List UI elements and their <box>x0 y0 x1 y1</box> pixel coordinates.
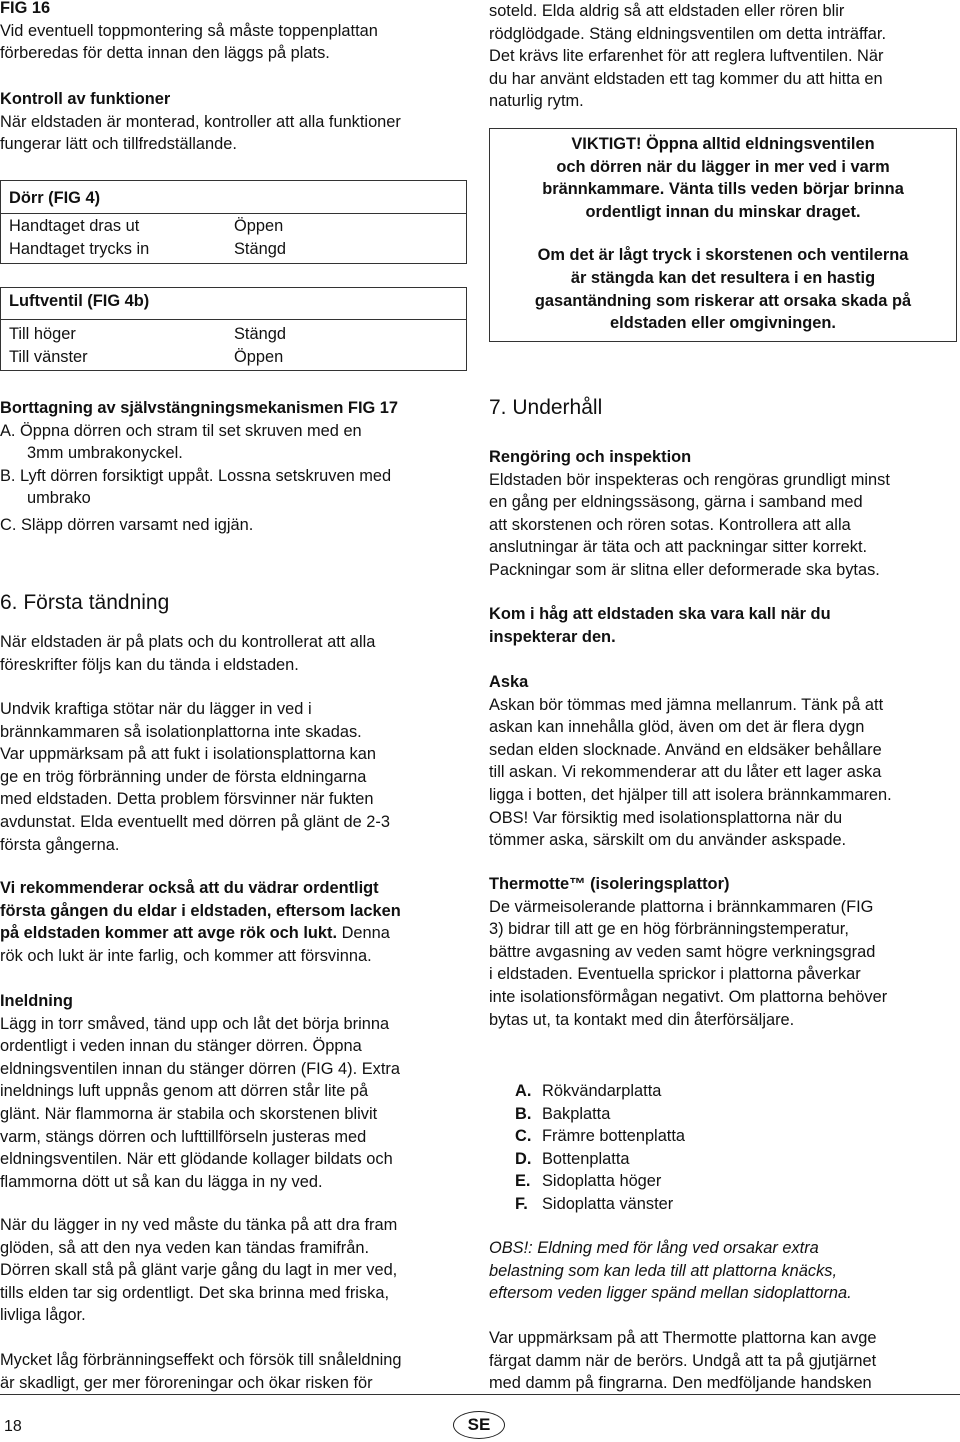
plate-letter: E. <box>515 1172 531 1191</box>
text-line: en gång per eldningssäsong, gärna i samband med <box>489 493 863 512</box>
text-line: första gångerna. <box>0 835 120 854</box>
warning-line: eldstaden eller omgivningen. <box>610 314 836 333</box>
door-header: Dörr (FIG 4) <box>9 189 101 207</box>
section7-heading <box>489 395 955 421</box>
text-line: med damm på fingrarna. Den medföljande handsken <box>489 1374 872 1393</box>
plate-item <box>515 1103 955 1126</box>
warning-box <box>489 128 957 342</box>
plate-name: Främre bottenplatta <box>542 1127 686 1146</box>
text-line: När du lägger in ny ved måste du tänka på att dra fram <box>0 1216 398 1234</box>
language-badge: SE <box>453 1411 505 1439</box>
text-line: avdunstat. Elda eventuellt med dörren på glänt de 2-3 <box>0 812 390 831</box>
text-line: När eldstaden är på plats och du kontrollerat att alla <box>0 633 376 651</box>
text-line: till askan. Vi rekommenderar att du låter ett lager aska <box>489 763 882 782</box>
text-line: Eldstaden bör inspekteras och rengöras grundligt minst <box>489 470 890 489</box>
text-line: bättre avgasning av veden samt högre verkningsgrad <box>489 942 876 961</box>
warning-line: gasantändning som riskerar att orsaka skada på <box>534 291 912 310</box>
door-table <box>0 180 467 264</box>
page-number: 18 <box>4 1418 22 1435</box>
top-paragraph <box>489 0 955 113</box>
text-line: naturlig rytm. <box>489 92 584 111</box>
warning-line: brännkammare. Vänta tills veden börjar brinna <box>542 180 904 199</box>
text-line: eftersom veden ligger spänd mellan sidoplattorna. <box>489 1284 852 1303</box>
text-line: rödglödgade. Stäng eldningsventilen om detta inträffar. <box>489 24 886 43</box>
text-line: är skadligt, ger mer föroreningar och ökar risken för <box>0 1373 373 1392</box>
plate-letter: F. <box>515 1194 528 1213</box>
section6-heading <box>0 590 472 616</box>
text-line: första gången du eldar i eldstaden, eftersom lacken <box>0 901 401 920</box>
fig16-section <box>0 0 472 65</box>
thermotte-title: Thermotte™ (isoleringsplattor) <box>489 875 730 893</box>
text-line: askan kan innehålla glöd, även om det är flera dygn <box>489 718 865 737</box>
vent-label: Till vänster <box>9 348 88 366</box>
text-line: anslutningar är täta och att packningar sitter korrekt. <box>489 538 868 557</box>
text-line: Lägg in torr småved, tänd upp och låt det börja brinna <box>0 1014 390 1033</box>
plate-name: Sidoplatta vänster <box>542 1194 674 1213</box>
plate-name: Sidoplatta höger <box>542 1172 662 1191</box>
text-line: belastning som kan leda till att plattorna knäcks, <box>489 1261 838 1280</box>
vent-header: Luftventil (FIG 4b) <box>9 292 150 310</box>
text-line: Var uppmärksam på att fukt i isolationsplattorna kan <box>0 745 376 764</box>
door-label: Handtaget dras ut <box>9 217 140 235</box>
aska-section <box>489 671 955 852</box>
rengoring-title: Rengöring och inspektion <box>489 448 692 466</box>
vent-table <box>0 287 467 371</box>
normal-text: Denna <box>337 924 390 943</box>
aska-title: Aska <box>489 673 529 691</box>
text-line: med eldstaden. Detta problem försvinner när fukten <box>0 790 374 809</box>
text-line: Undvik kraftiga stötar när du lägger in ved i <box>0 700 312 718</box>
vent-label: Till höger <box>9 325 76 343</box>
obs-note <box>489 1237 955 1305</box>
text-line: i eldstaden. Eventuella sprickor i plattorna påverkar <box>489 965 861 984</box>
text-line: Mycket låg förbränningseffekt och försök till snåleldning <box>0 1351 402 1369</box>
warning-line: VIKTIGT! Öppna alltid eldningsventilen <box>571 135 875 153</box>
table-divider <box>1 213 466 214</box>
plate-name: Bottenplatta <box>542 1149 630 1168</box>
text-line: tills elden tar sig ordentligt. Det ska brinna med friska, <box>0 1283 389 1302</box>
text-line: OBS! Var försiktig med isolationsplattorna när du <box>489 808 843 827</box>
s6-paragraph-2 <box>0 698 472 856</box>
fig16-line: förberedas för detta innan den läggs på plats. <box>0 44 330 63</box>
text-line: inte isolationsförmågan negativt. Om plattorna behöver <box>489 987 888 1006</box>
plate-name: Rökvändarplatta <box>542 1082 662 1100</box>
plate-name: Bakplatta <box>542 1104 611 1123</box>
door-label: Handtaget trycks in <box>9 240 150 258</box>
plate-item <box>515 1170 955 1193</box>
text-line: inspekterar den. <box>489 627 616 646</box>
text-line: 3) bidrar till att ge en hög förbränningstemperatur, <box>489 920 849 939</box>
text-line: ineldnings luft uppnås genom att dörren står lite på <box>0 1082 369 1101</box>
kontroll-section <box>0 88 472 156</box>
warning-line: ordentligt innan du minskar draget. <box>585 202 861 221</box>
text-line: soteld. Elda aldrig så att eldstaden eller rören blir <box>489 2 845 20</box>
ved-paragraph <box>0 1214 472 1327</box>
fig16-line: Vid eventuell toppmontering så måste toppenplattan <box>0 21 378 40</box>
warning-line: är stängda kan det resultera i en hastig <box>570 268 876 287</box>
mycket-paragraph <box>0 1349 472 1394</box>
plate-letter: C. <box>515 1127 532 1146</box>
fig16-title: FIG 16 <box>0 0 51 17</box>
plate-letter: B. <box>515 1104 532 1123</box>
section7-title: 7. Underhåll <box>489 396 603 419</box>
kontroll-title: Kontroll av funktioner <box>0 90 171 108</box>
ineldning-title: Ineldning <box>0 992 73 1010</box>
vent-value: Öppen <box>234 348 284 366</box>
text-line: ligga i botten, det hjälper till att isolera brännkammaren. <box>489 785 892 804</box>
vent-value: Stängd <box>234 325 286 343</box>
text-line: flammorna dött ut så kan du lägga in ny ved. <box>0 1172 323 1191</box>
text-line: Vi rekommenderar också att du vädrar ordentligt <box>0 879 379 897</box>
plate-letter: A. <box>515 1082 532 1100</box>
footer-divider <box>0 1394 960 1395</box>
list-item: B. Lyft dörren forsiktigt uppåt. Lossna setskruven med <box>0 466 392 485</box>
kontroll-line: fungerar lätt och tillfredställande. <box>0 135 237 154</box>
text-line: Var uppmärksam på att Thermotte plattorna kan avge <box>489 1329 877 1347</box>
text-line: bytas ut, ta kontakt med din återförsäljare. <box>489 1010 795 1029</box>
list-item-cont: 3mm umbrakonyckel. <box>27 444 183 463</box>
text-line: Det krävs lite erfarenhet för att reglera luftventilen. När <box>489 47 884 66</box>
text-line: eldningsventilen innan du stänger dörren (FIG 4). Extra <box>0 1059 400 1078</box>
text-line: OBS!: Eldning med för lång ved orsakar extra <box>489 1239 819 1257</box>
text-line: glöden, så att den nya veden kan tändas framifrån. <box>0 1238 370 1257</box>
plate-item <box>515 1193 955 1216</box>
text-line: De värmeisolerande plattorna i brännkammaren (FIG <box>489 897 874 916</box>
text-line: du har använt eldstaden ett tag kommer du att hitta en <box>489 69 883 88</box>
warning-line: och dörren när du lägger in mer ved i varm <box>556 157 890 176</box>
text-line: brännkammaren så isolationplattorna inte skadas. <box>0 722 362 741</box>
list-item: C. Släpp dörren varsamt ned igjän. <box>0 515 254 534</box>
plate-item <box>515 1125 955 1148</box>
text-line: föreskrifter följs kan du tända i eldstaden. <box>0 655 299 674</box>
door-value: Stängd <box>234 240 286 258</box>
text-line: Kom i håg att eldstaden ska vara kall när du <box>489 605 831 623</box>
warning-line: Om det är lågt tryck i skorstenen och ventilerna <box>537 246 909 265</box>
text-line: ordentligt i veden innan du stänger dörren. Öppna <box>0 1037 362 1056</box>
text-line: färgat damm när de berörs. Undgå att ta på gjutjärnet <box>489 1351 877 1370</box>
text-line: varm, stängs dörren och lufttillförseln justeras med <box>0 1127 367 1146</box>
text-line <box>0 922 472 945</box>
ineldning-section <box>0 990 472 1193</box>
text-line: Packningar som är slitna eller deformerade ska bytas. <box>489 560 880 579</box>
text-line: eldningsventilen. När ett glödande kollager bildats och <box>0 1150 393 1169</box>
bold-text: på eldstaden kommer att avge rök och lukt. <box>0 924 338 943</box>
table-divider <box>1 319 466 320</box>
s6-paragraph-3 <box>0 877 472 967</box>
text-line: glänt. När flammorna är stabila och skorstenen blivit <box>0 1104 378 1123</box>
section6-title: 6. Första tändning <box>0 591 170 614</box>
var-paragraph <box>489 1327 955 1395</box>
text-line: tömmer aska, särskilt om du använder askspade. <box>489 831 847 850</box>
plate-list <box>515 1080 955 1216</box>
text-line: Askan bör tömmas med jämna mellanrum. Tänk på att <box>489 695 884 714</box>
text-line: rök och lukt är inte farlig, och kommer att försvinna. <box>0 946 372 965</box>
borttagning-section <box>0 397 472 537</box>
rengoring-section <box>489 446 955 582</box>
plate-item <box>515 1148 955 1171</box>
text-line: sedan elden slocknade. Använd en eldsäker behållare <box>489 740 882 759</box>
plate-item <box>515 1080 955 1103</box>
list-item-cont: umbrako <box>27 489 91 508</box>
text-line: Dörren skall stå på glänt varje gång du lagt in mer ved, <box>0 1261 398 1280</box>
text-line: att skorstenen och rören sotas. Kontrollera att alla <box>489 515 851 534</box>
kontroll-line: När eldstaden är monterad, kontroller att alla funktioner <box>0 112 401 131</box>
thermotte-section <box>489 873 955 1031</box>
text-line: ge en trög förbränning under de första eldningarna <box>0 767 367 786</box>
kom-ihag-note <box>489 603 955 648</box>
list-item: A. Öppna dörren och stram til set skruven med en <box>0 421 362 440</box>
plate-letter: D. <box>515 1149 532 1168</box>
s6-paragraph-1 <box>0 631 472 676</box>
borttagning-title: Borttagning av självstängningsmekanismen FIG 17 <box>0 399 399 417</box>
door-value: Öppen <box>234 217 284 235</box>
text-line: livliga lågor. <box>0 1306 86 1325</box>
